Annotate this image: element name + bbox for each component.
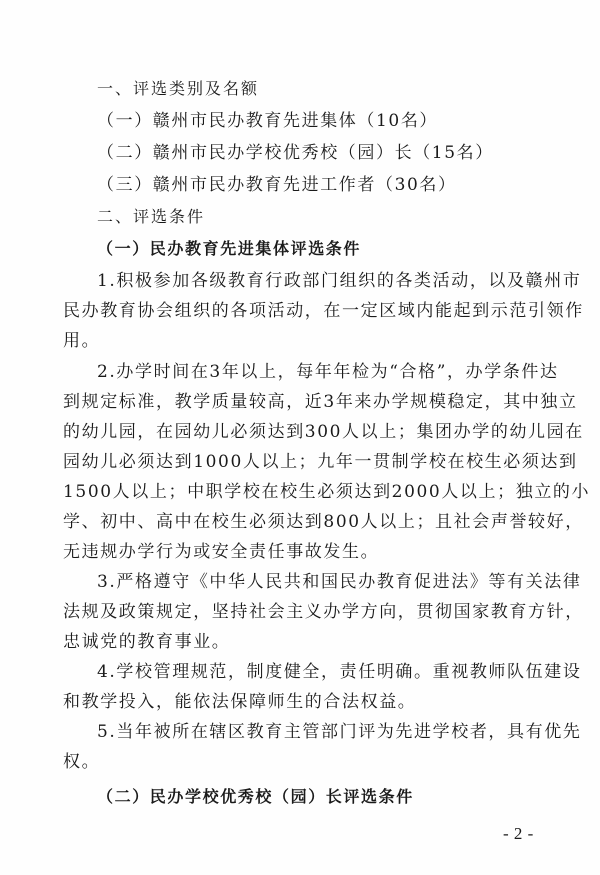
subheading-excellent-principal: （二）民办学校优秀校（园）长评选条件 bbox=[97, 787, 414, 806]
paragraph-2-line-7: 无违规办学行为或安全责任事故发生。 bbox=[63, 542, 380, 562]
section-heading-conditions: 二、评选条件 bbox=[97, 207, 206, 226]
paragraph-1-line-1: 1.积极参加各级教育行政部门组织的各类活动，以及赣州市 bbox=[97, 271, 582, 291]
page-number: - 2 - bbox=[503, 824, 534, 843]
category-item-3: （三）赣州市民办教育先进工作者（30名） bbox=[97, 175, 457, 195]
paragraph-2-line-6: 学、初中、高中在校生必须达到800人以上；且社会声誉较好， bbox=[63, 512, 584, 532]
paragraph-2-line-5: 1500人以上；中职学校在校生必须达到2000人以上；独立的小 bbox=[63, 482, 591, 502]
paragraph-5-line-2: 权。 bbox=[63, 752, 101, 772]
paragraph-2-line-4: 园幼儿必须达到1000人以上；九年一贯制学校在校生必须达到 bbox=[63, 452, 578, 472]
subheading-advanced-collective: （一）民办教育先进集体评选条件 bbox=[97, 239, 362, 258]
paragraph-4-line-1: 4.学校管理规范，制度健全，责任明确。重视教师队伍建设 bbox=[97, 662, 582, 682]
paragraph-2-line-3: 的幼儿园，在园幼儿必须达到300人以上；集团办学的幼儿园在 bbox=[63, 422, 584, 442]
paragraph-2-line-2: 到规定标准，教学质量较高，近3年来办学规模稳定，其中独立 bbox=[63, 392, 578, 412]
paragraph-2-line-1: 2.办学时间在3年以上，每年年检为“合格”，办学条件达 bbox=[97, 362, 559, 382]
paragraph-5-line-1: 5.当年被所在辖区教育主管部门评为先进学校者，具有优先 bbox=[97, 722, 582, 742]
paragraph-3-line-3: 忠诚党的教育事业。 bbox=[63, 632, 231, 652]
category-item-2: （二）赣州市民办学校优秀校（园）长（15名） bbox=[97, 143, 494, 163]
section-heading-categories: 一、评选类别及名额 bbox=[97, 79, 260, 98]
category-item-1: （一）赣州市民办教育先进集体（10名） bbox=[97, 111, 439, 131]
paragraph-1-line-3: 用。 bbox=[63, 331, 101, 351]
paragraph-1-line-2: 民办教育协会组织的各项活动，在一定区域内能起到示范引领作 bbox=[63, 301, 584, 321]
paragraph-4-line-2: 和教学投入，能依法保障师生的合法权益。 bbox=[63, 692, 417, 712]
paragraph-3-line-2: 法规及政策规定，坚持社会主义办学方向，贯彻国家教育方针， bbox=[63, 602, 584, 622]
paragraph-3-line-1: 3.严格遵守《中华人民共和国民办教育促进法》等有关法律 bbox=[97, 572, 582, 592]
